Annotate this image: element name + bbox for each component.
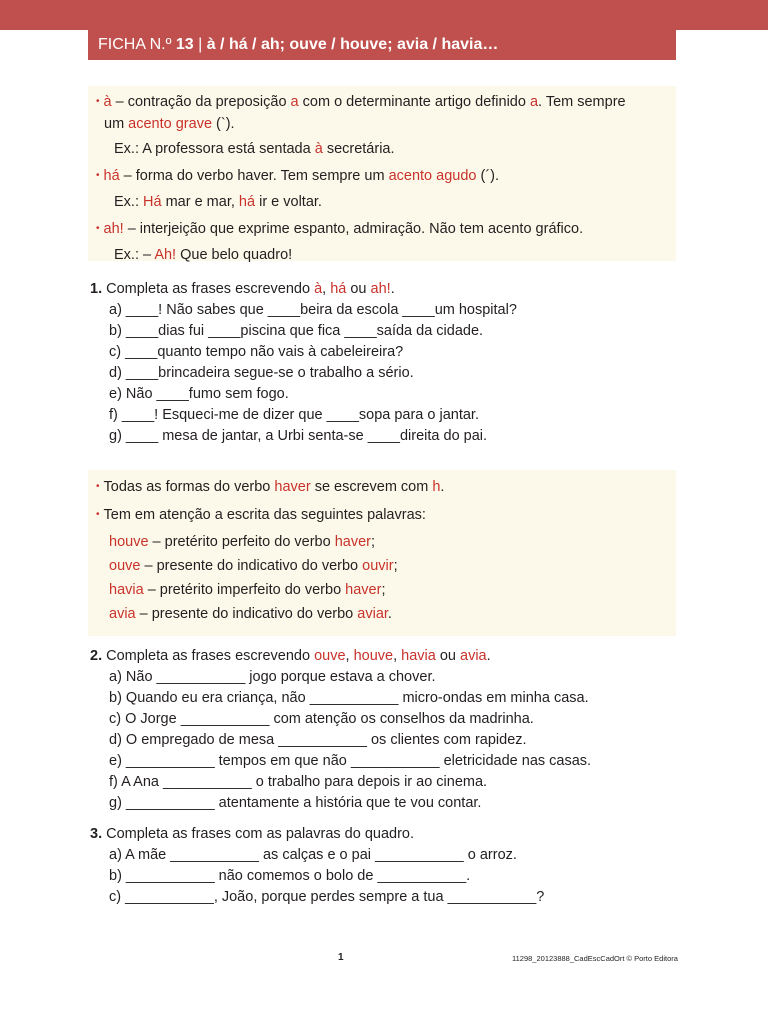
- exercise-3-item: c) ___________, João, porque perdes sempre a tua ___________?: [109, 889, 545, 905]
- rule-attention: • Tem em atenção a escrita das seguintes palavras:: [96, 507, 426, 523]
- bullet-icon: •: [96, 481, 100, 492]
- exercise-1-item: e) Não ____fumo sem fogo.: [109, 386, 289, 402]
- exercise-2-item: f) A Ana ___________ o trabalho para depois ir ao cinema.: [109, 774, 488, 790]
- exercise-1-item: f) ____! Esqueci-me de dizer que ____sopa para o jantar.: [109, 407, 479, 423]
- exercise-2-instruction: 2. Completa as frases escrevendo ouve, houve, havia ou avia.: [90, 648, 491, 664]
- exercise-2-item: b) Quando eu era criança, não ___________ micro-ondas em minha casa.: [109, 690, 589, 706]
- example-a: Ex.: A professora está sentada à secretária.: [114, 141, 395, 157]
- exercise-3-item: b) ___________ não comemos o bolo de ___________.: [109, 868, 471, 884]
- exercise-1-item: c) ____quanto tempo não vais à cabeleireira?: [109, 344, 404, 360]
- exercise-2-item: c) O Jorge ___________ com atenção os conselhos da madrinha.: [109, 711, 534, 727]
- rule-ah: • ah! – interjeição que exprime espanto, admiração. Não tem acento gráfico.: [96, 221, 584, 237]
- exercise-3-instruction: 3. Completa as frases com as palavras do quadro.: [90, 826, 414, 842]
- worksheet-title: [88, 30, 676, 60]
- exercise-2-item: g) ___________ atentamente a história que te vou contar.: [109, 795, 482, 811]
- bullet-icon: •: [96, 96, 100, 107]
- top-bar: [0, 0, 768, 30]
- definition-houve: houve – pretérito perfeito do verbo haver;: [109, 534, 376, 550]
- exercise-3: [90, 824, 544, 908]
- rule-haver: • Todas as formas do verbo haver se escrevem com h.: [96, 479, 445, 495]
- exercise-2-item: e) ___________ tempos em que não ___________ eletricidade nas casas.: [109, 753, 592, 769]
- worksheet-number: 13: [175, 36, 194, 53]
- exercise-1-item: b) ____dias fui ____piscina que fica ____saída da cidade.: [109, 323, 484, 339]
- title-prefix: FICHA N.º: [98, 36, 176, 53]
- rule-ha: • há – forma do verbo haver. Tem sempre um acento agudo (´).: [96, 168, 500, 184]
- title-separator: |: [193, 36, 207, 53]
- example-ah: Ex.: – Ah! Que belo quadro!: [114, 247, 293, 263]
- exercise-2-item: d) O empregado de mesa ___________ os clientes com rapidez.: [109, 732, 527, 748]
- exercise-1-item: g) ____ mesa de jantar, a Urbi senta-se ____direita do pai.: [109, 428, 488, 444]
- exercise-1: [90, 279, 517, 447]
- rule-a-cont: um acento grave (`).: [104, 116, 235, 132]
- exercise-3-item: a) A mãe ___________ as calças e o pai ___________ o arroz.: [109, 847, 517, 863]
- title-subtitle: à / há / ah; ouve / houve; avia / havia…: [206, 36, 499, 53]
- example-ha: Ex.: Há mar e mar, há ir e voltar.: [114, 194, 322, 210]
- exercise-2: [90, 646, 591, 814]
- page-number: 1: [338, 952, 344, 963]
- definition-ouve: ouve – presente do indicativo do verbo ouvir;: [109, 558, 398, 574]
- exercise-1-item: d) ____brincadeira segue-se o trabalho a sério.: [109, 365, 414, 381]
- bullet-icon: •: [96, 509, 100, 520]
- bullet-icon: •: [96, 170, 100, 181]
- rules-box-haver: [88, 470, 676, 636]
- bullet-icon: •: [96, 223, 100, 234]
- rule-a: • à – contração da preposição a com o determinante artigo definido a. Tem sempre: [96, 94, 626, 110]
- publisher-reference: 11298_20123888_CadEscCadOrt © Porto Editora: [512, 954, 678, 963]
- definition-havia: havia – pretérito imperfeito do verbo haver;: [109, 582, 386, 598]
- exercise-2-item: a) Não ___________ jogo porque estava a chover.: [109, 669, 436, 685]
- exercise-1-item: a) ____! Não sabes que ____beira da escola ____um hospital?: [109, 302, 517, 318]
- rules-box-a-ha-ah: [88, 86, 676, 261]
- exercise-1-instruction: 1. Completa as frases escrevendo à, há ou ah!.: [90, 281, 395, 297]
- definition-avia: avia – presente do indicativo do verbo aviar.: [109, 606, 392, 622]
